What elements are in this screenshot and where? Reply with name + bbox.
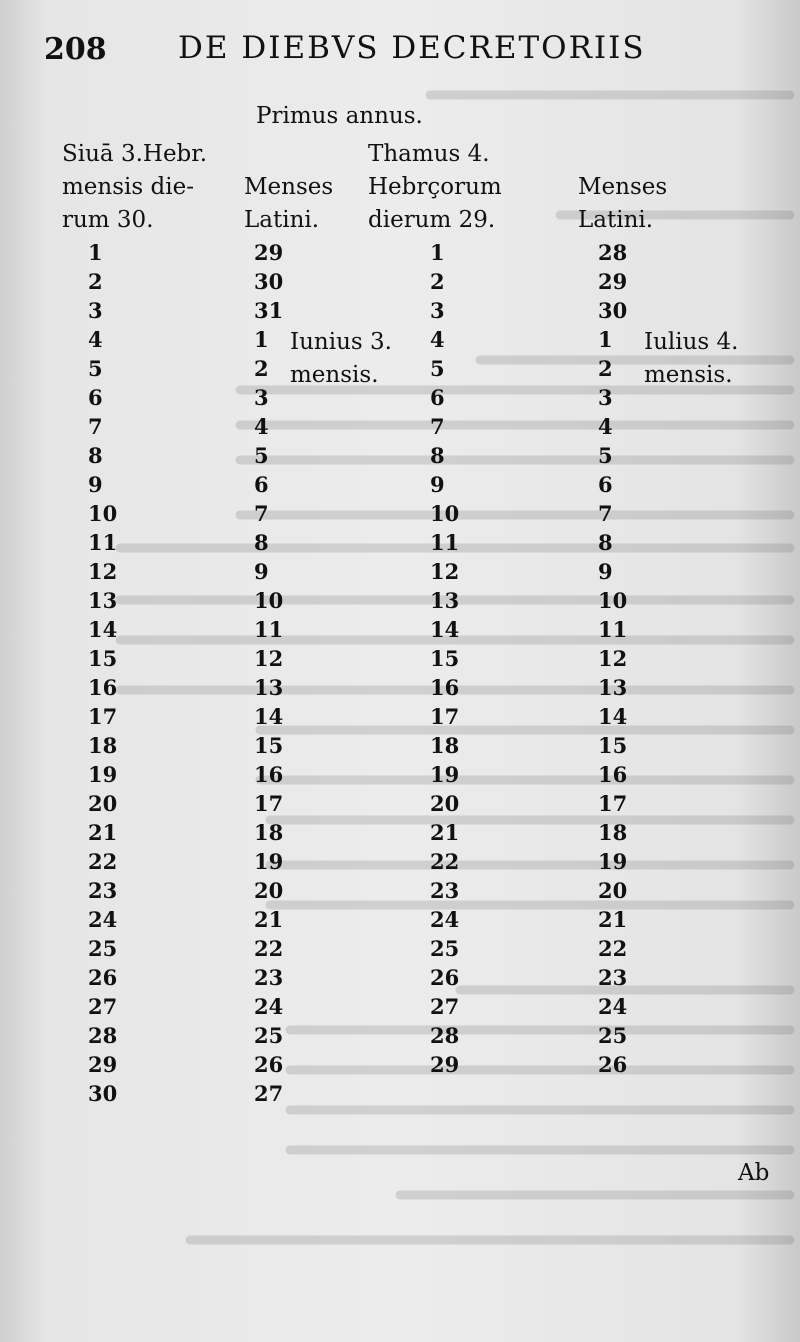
iunius-note (290, 326, 392, 392)
day-number: 15 (254, 733, 284, 758)
day-number: 16 (254, 762, 284, 787)
day-number: 23 (254, 965, 284, 990)
day-number: 22 (430, 849, 460, 874)
day-number: 29 (430, 1052, 460, 1077)
catchword: Ab (738, 1160, 770, 1186)
day-number: 29 (254, 240, 284, 265)
day-number: 21 (88, 820, 118, 845)
day-number: 26 (88, 965, 118, 990)
day-number: 9 (254, 559, 269, 584)
year-heading: Primus annus. (256, 103, 423, 129)
day-number: 24 (254, 994, 284, 1019)
day-number: 2 (598, 356, 613, 381)
day-number: 23 (598, 965, 628, 990)
day-number: 14 (430, 617, 460, 642)
note-line: mensis. (290, 362, 379, 388)
day-number: 10 (88, 501, 118, 526)
day-number: 13 (598, 675, 628, 700)
day-number: 18 (430, 733, 460, 758)
day-number: 28 (88, 1023, 118, 1048)
day-number: 10 (254, 588, 284, 613)
hebrew-month-2-header (368, 138, 502, 237)
day-number: 7 (430, 414, 445, 439)
header-line: Hebrçorum (368, 174, 502, 200)
day-number: 18 (254, 820, 284, 845)
day-number: 16 (598, 762, 628, 787)
day-number: 6 (88, 385, 103, 410)
day-number: 4 (88, 327, 103, 352)
day-number: 12 (598, 646, 628, 671)
day-number: 17 (430, 704, 460, 729)
day-number: 15 (430, 646, 460, 671)
day-number: 30 (598, 298, 628, 323)
day-number: 21 (430, 820, 460, 845)
day-number: 29 (598, 269, 628, 294)
day-number: 22 (598, 936, 628, 961)
day-number: 31 (254, 298, 284, 323)
day-number: 1 (598, 327, 613, 352)
day-number: 8 (430, 443, 445, 468)
day-number: 27 (430, 994, 460, 1019)
day-number: 26 (254, 1052, 284, 1077)
header-line: Siuā 3.Hebr. (62, 141, 208, 167)
header-line: Menses (244, 174, 334, 200)
day-number: 2 (254, 356, 269, 381)
day-number: 21 (598, 907, 628, 932)
day-number: 25 (430, 936, 460, 961)
day-number: 1 (254, 327, 269, 352)
day-number: 1 (430, 240, 445, 265)
header-line: Latini. (244, 207, 320, 233)
day-number: 28 (598, 240, 628, 265)
day-number: 6 (430, 385, 445, 410)
day-number: 6 (598, 472, 613, 497)
latin-months-1-header (244, 138, 333, 237)
day-number: 15 (598, 733, 628, 758)
latin-months-2-header (578, 138, 667, 237)
day-number: 9 (598, 559, 613, 584)
header-line: mensis die- (62, 174, 194, 200)
header-line: dierum 29. (368, 207, 496, 233)
note-line: mensis. (644, 362, 733, 388)
note-line: Iulius 4. (644, 329, 739, 355)
day-number: 8 (598, 530, 613, 555)
day-number: 25 (88, 936, 118, 961)
day-number: 27 (254, 1081, 284, 1106)
note-line: Iunius 3. (290, 329, 392, 355)
page-number: 208 (44, 32, 107, 67)
day-number: 4 (254, 414, 269, 439)
day-number: 10 (430, 501, 460, 526)
latin-months-2-days (598, 238, 627, 1079)
day-number: 7 (598, 501, 613, 526)
day-number: 5 (88, 356, 103, 381)
day-number: 14 (88, 617, 118, 642)
day-number: 13 (254, 675, 284, 700)
day-number: 5 (598, 443, 613, 468)
day-number: 19 (88, 762, 118, 787)
day-number: 8 (88, 443, 103, 468)
day-number: 2 (430, 269, 445, 294)
day-number: 9 (430, 472, 445, 497)
day-number: 29 (88, 1052, 118, 1077)
day-number: 17 (598, 791, 628, 816)
day-number: 11 (598, 617, 628, 642)
header-line: rum 30. (62, 207, 154, 233)
day-number: 3 (88, 298, 103, 323)
day-number: 19 (254, 849, 284, 874)
day-number: 4 (430, 327, 445, 352)
day-number: 5 (430, 356, 445, 381)
day-number: 12 (430, 559, 460, 584)
day-number: 19 (430, 762, 460, 787)
day-number: 7 (254, 501, 269, 526)
day-number: 7 (88, 414, 103, 439)
day-number: 22 (254, 936, 284, 961)
day-number: 30 (88, 1081, 118, 1106)
day-number: 21 (254, 907, 284, 932)
hebrew-month-2-days (430, 238, 459, 1079)
day-number: 18 (598, 820, 628, 845)
day-number: 22 (88, 849, 118, 874)
day-number: 30 (254, 269, 284, 294)
day-number: 17 (88, 704, 118, 729)
day-number: 10 (598, 588, 628, 613)
day-number: 19 (598, 849, 628, 874)
day-number: 9 (88, 472, 103, 497)
header-line (244, 138, 333, 171)
header-line (578, 138, 667, 171)
day-number: 14 (598, 704, 628, 729)
day-number: 24 (598, 994, 628, 1019)
day-number: 27 (88, 994, 118, 1019)
header-line: Menses (578, 174, 668, 200)
day-number: 4 (598, 414, 613, 439)
day-number: 16 (430, 675, 460, 700)
day-number: 17 (254, 791, 284, 816)
iulius-note (644, 326, 738, 392)
day-number: 3 (254, 385, 269, 410)
day-number: 26 (598, 1052, 628, 1077)
hebrew-month-1-header (62, 138, 207, 237)
day-number: 5 (254, 443, 269, 468)
day-number: 12 (254, 646, 284, 671)
day-number: 28 (430, 1023, 460, 1048)
day-number: 16 (88, 675, 118, 700)
latin-months-1-days (254, 238, 283, 1108)
day-number: 11 (88, 530, 118, 555)
day-number: 8 (254, 530, 269, 555)
day-number: 13 (88, 588, 118, 613)
day-number: 1 (88, 240, 103, 265)
day-number: 20 (254, 878, 284, 903)
day-number: 25 (254, 1023, 284, 1048)
day-number: 11 (254, 617, 284, 642)
day-number: 18 (88, 733, 118, 758)
day-number: 20 (88, 791, 118, 816)
day-number: 11 (430, 530, 460, 555)
header-line: Latini. (578, 207, 654, 233)
day-number: 2 (88, 269, 103, 294)
day-number: 6 (254, 472, 269, 497)
day-number: 14 (254, 704, 284, 729)
day-number: 25 (598, 1023, 628, 1048)
day-number: 24 (88, 907, 118, 932)
day-number: 13 (430, 588, 460, 613)
day-number: 23 (430, 878, 460, 903)
day-number: 23 (88, 878, 118, 903)
day-number: 26 (430, 965, 460, 990)
day-number: 3 (430, 298, 445, 323)
day-number: 15 (88, 646, 118, 671)
day-number: 12 (88, 559, 118, 584)
header-line: Thamus 4. (368, 141, 490, 167)
running-head: DE DIEBVS DECRETORIIS (178, 30, 646, 66)
day-number: 20 (430, 791, 460, 816)
hebrew-month-1-days (88, 238, 117, 1108)
day-number: 3 (598, 385, 613, 410)
day-number: 20 (598, 878, 628, 903)
day-number: 24 (430, 907, 460, 932)
